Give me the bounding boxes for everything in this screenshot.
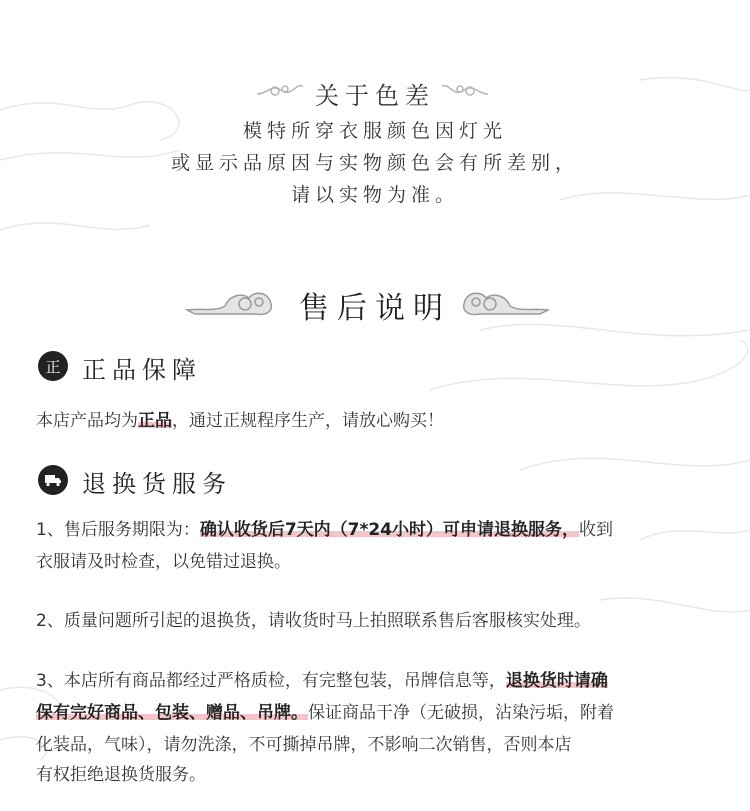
cloud-ornament-big-right: [455, 282, 550, 322]
exchange-item-1-line-2: 衣服请及时检查，以免错过退换。: [36, 552, 291, 572]
color-note-line-1: 模特所穿衣服颜色因灯光: [242, 120, 507, 142]
color-note-line-3: 请以实物为准。: [290, 184, 459, 206]
genuine-section-title: 正品保障: [82, 356, 202, 384]
exchange-item-3-line-1: 3、本店所有商品都经过严格质检，有完整包装，吊牌信息等，退换货时请确: [36, 671, 608, 691]
cloud-ornament-right: [440, 80, 490, 102]
exchange-item-1-line-1: 1、售后服务期限为：确认收货后7天内（7*24小时）可申请退换服务，收到: [36, 520, 614, 540]
color-note-line-2: 或显示品原因与实物颜色会有所差别，: [170, 152, 579, 174]
exchange-item-3-line-4: 有权拒绝退换货服务。: [36, 765, 206, 785]
after-sales-title: 售后说明: [299, 291, 451, 326]
exchange-item-2: 2、质量问题所引起的退换货，请收货时马上拍照联系售后客服核实处理。: [36, 611, 591, 631]
truck-icon: [38, 465, 68, 495]
genuine-section-text: 本店产品均为正品，通过正规程序生产，请放心购买！: [36, 411, 444, 431]
color-note-title: 关于色差: [315, 82, 435, 110]
genuine-badge-icon: 正: [38, 351, 68, 381]
exchange-item-3-line-3: 化装品，气味），请勿洗涤，不可撕掉吊牌，不影响二次销售，否则本店: [36, 735, 572, 755]
exchange-section-title: 退换货服务: [82, 470, 232, 498]
exchange-item-3-line-2: 保有完好商品、包装、赠品、吊牌。保证商品干净（无破损，沾染污垢，附着: [36, 703, 614, 723]
